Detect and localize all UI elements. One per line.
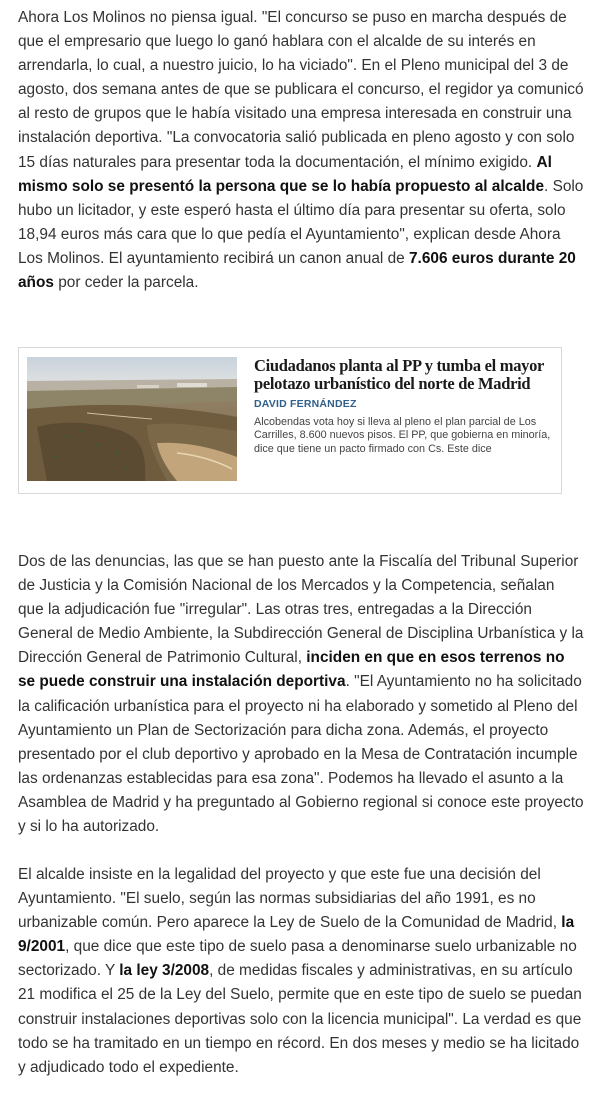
paragraph bbox=[18, 6, 584, 295]
bold-text-run: 7.606 euros durante 20 años bbox=[18, 249, 576, 292]
text-run: . "El Ayuntamiento no ha solicitado la calificación urbanística para el proyecto ni ha elaborado y sometido al Pleno del Ayuntamiento un Plan de Sectorización para dicha zona. Además, el proyecto presentado por el club deportivo y aprobado en la Mesa de Contratación incumple las ordenanzas establecidas para esa zona". Podemos ha llevado el asunto a la Asamblea de Madrid y ha preguntado al Gobierno regional si conoce este proyecto y si lo ha autorizado. bbox=[18, 673, 584, 836]
related-article-thumbnail[interactable] bbox=[27, 357, 237, 481]
text-run: Ahora Los Molinos no piensa igual. "El concurso se puso en marcha después de que el empresario que luego lo ganó hablara con el alcalde de su interés en arrendarla, lo cual, a nuestro juicio, lo ha viciado". En el Pleno municipal del 3 de agosto, dos semana antes de que se publicara el concurso, el regidor ya comunicó al resto de grupos que le había visitado una empresa interesada en construir una instalación deportiva. "La convocatoria salió publicada en pleno agosto y con solo 15 días naturales para presentar toda la documentación, el mínimo exigido. bbox=[18, 9, 584, 171]
related-article-summary: Alcobendas vota hoy si lleva al pleno el plan parcial de Los Carrilles, 8.600 nuevos pisos. El PP, que gobierna en minoría, dice que tiene un pacto firmado con Cs. Este dice bbox=[254, 416, 551, 455]
paragraph bbox=[18, 550, 584, 839]
text-run: Dos de las denuncias, las que se han puesto ante la Fiscalía del Tribunal Superior de Justicia y la Comisión Nacional de los Mercados y la Competencia, señalan que la adjudicación fue "irregular". Las otras tres, entregadas a la Dirección General de Medio Ambiente, la Subdirección General de Disciplina Urbanística y la Dirección General de Patrimonio Cultural, bbox=[18, 553, 584, 667]
paragraph bbox=[18, 863, 584, 1080]
related-article-card[interactable] bbox=[18, 347, 562, 494]
text-run: El alcalde insiste en la legalidad del proyecto y que este fue una decisión del Ayuntamiento. "El suelo, según las normas subsidiarias del año 1991, es no urbanizable común. Pero aparece la Ley de Suelo de la Comunidad de Madrid, bbox=[18, 866, 562, 932]
bold-text-run: inciden en que en esos terrenos no se puede construir una instalación deportiva bbox=[18, 649, 565, 691]
text-run: , que dice que este tipo de suelo pasa a denominarse suelo urbanizable no sectorizado. Y bbox=[18, 938, 577, 980]
bold-text-run: Al mismo solo se presentó la persona que se lo había propuesto al alcalde bbox=[18, 153, 552, 195]
text-run: , de medidas fiscales y administrativas, en su artículo 21 modifica el 25 de la Ley del Suelo, permite que en este tipo de suelo se puedan construir instalaciones deportivas solo con la licencia municipal". La verdad es que todo se ha tramitado en un tiempo en récord. En dos meses y medio se ha licitado y adjudicado todo el expediente. bbox=[18, 962, 582, 1076]
bold-text-run: la ley 3/2008 bbox=[119, 962, 210, 980]
text-run: . Solo hubo un licitador, y este esperó hasta el último día para presentar su oferta, solo 18,94 euros más cara que lo que pedía el Ayuntamiento", explican desde Ahora Los Molinos. El ayuntamiento recibirá un canon anual de bbox=[18, 177, 584, 267]
bold-text-run: la 9/2001 bbox=[18, 914, 575, 956]
aerial-landscape-image bbox=[27, 357, 237, 481]
text-run: por ceder la parcela. bbox=[53, 274, 199, 292]
related-article-headline[interactable]: Ciudadanos planta al PP y tumba el mayor pelotazo urbanístico del norte de Madrid bbox=[254, 356, 544, 393]
related-article-author: DAVID FERNÁNDEZ bbox=[254, 398, 357, 410]
